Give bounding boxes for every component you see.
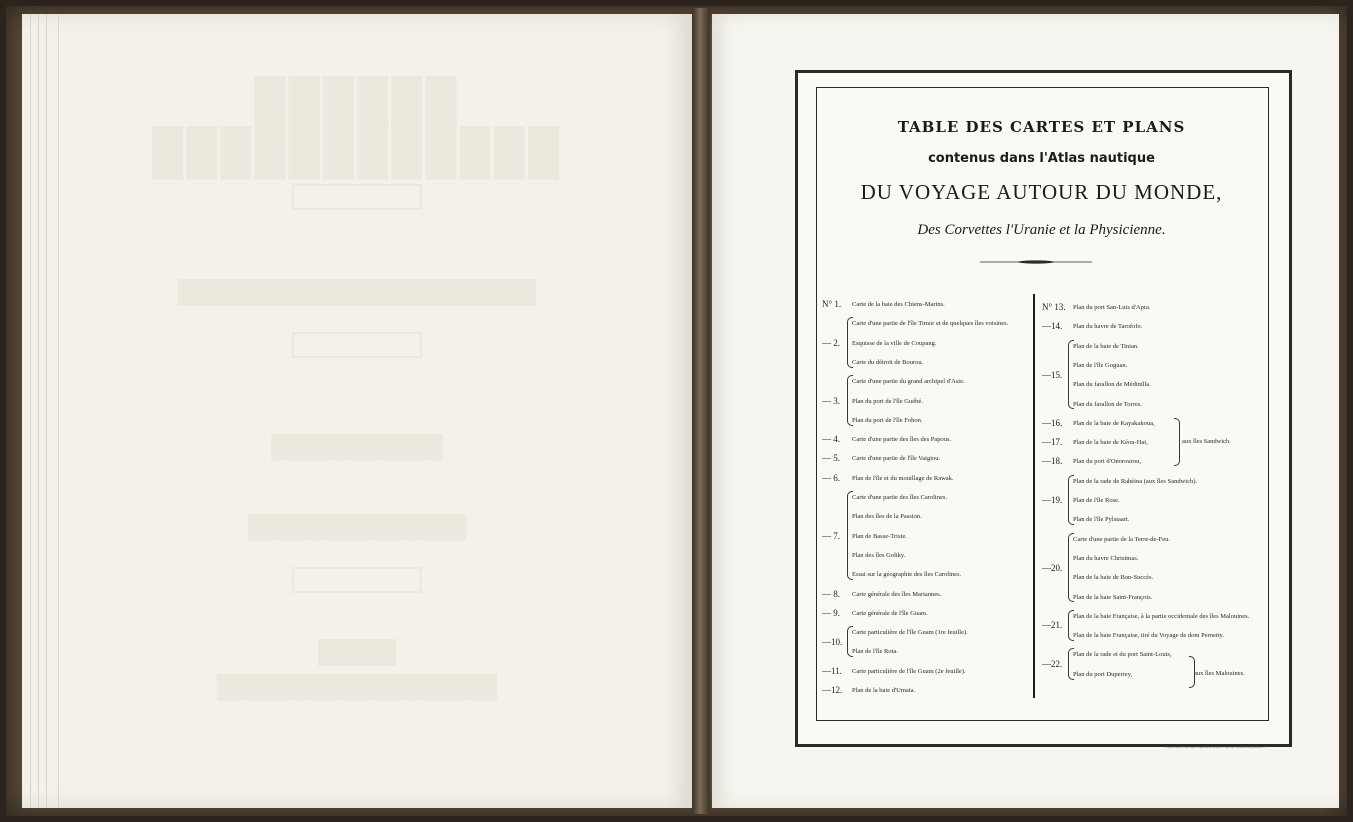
toc-entry: Plan du farallon de Médinilla. — [1073, 381, 1151, 389]
entry-number: — 9. — [822, 607, 840, 618]
bleed-through-text: ██████████████ — [247, 514, 467, 539]
toc-entry: Plan de la baie Saint-François. — [1073, 593, 1153, 601]
bleed-through-text: █████ — [318, 639, 396, 664]
entry-number: —19. — [1042, 495, 1063, 505]
entry-number: —20. — [1042, 562, 1063, 573]
toc-entry: Carte générale de l'île Guam. — [852, 609, 928, 617]
plate-title: TABLE DES CARTES ET PLANS — [897, 118, 1186, 136]
entry-number: —18. — [1042, 456, 1063, 467]
toc-entry: Plan de la rade et du port Saint-Louis, — [1073, 651, 1172, 659]
toc-entry: Carte particulière de l'île Guam (2e feuille). — [852, 667, 966, 675]
bleed-through-text: ██████████████████ — [216, 674, 498, 699]
plate-subtitle: contenus dans l'Atlas nautique — [928, 151, 1155, 166]
column-divider — [1033, 294, 1035, 698]
toc-entry: Plan du port San-Luis d'Apra. — [1073, 304, 1151, 311]
toc-entry: Plan de la baie de Kayakakoua, — [1073, 419, 1155, 427]
toc-entry: Plan de l'île Rose. — [1073, 497, 1120, 504]
entry-number: —10. — [822, 636, 843, 647]
malouines-note: aux îles Malouines. — [1194, 670, 1245, 677]
bleed-through-box — [292, 332, 422, 358]
sandwich-note: aux îles Sandwich. — [1182, 438, 1231, 445]
entry-number: N° 1. — [822, 299, 842, 309]
toc-entry: Plan de la baie d'Umata. — [852, 687, 916, 694]
toc-entry: Plan du havre Christmas. — [1073, 554, 1139, 562]
entry-number: —22. — [1042, 659, 1063, 670]
toc-entry: Plan du port de l'île Guébé. — [852, 397, 923, 405]
entry-number: —11. — [822, 665, 842, 676]
entry-number: — 5. — [822, 453, 840, 464]
toc-entry: Plan des îles de la Passion. — [852, 513, 922, 521]
toc-entry: Plan de la baie de Kéou-Hai, — [1073, 439, 1148, 447]
toc-entry: Carte d'une partie du grand archipel d'Asie. — [852, 378, 965, 386]
toc-entry: Plan de Basse-Triste. — [852, 532, 907, 540]
entry-number: — 3. — [822, 395, 840, 406]
toc-entry: Plan de l'île et du mouillage de Rawak. — [852, 474, 954, 482]
entry-number: — 4. — [822, 434, 840, 445]
entry-number: —14. — [1042, 321, 1063, 332]
toc-entry: Carte d'une partie des îles Carolines. — [852, 494, 948, 501]
toc-entry: Esquisse de la ville de Coupang. — [852, 339, 937, 347]
bleed-through-text: ████████████ — [151, 127, 563, 176]
toc-entry: Carte générale des îles Mariannes. — [852, 590, 942, 598]
closing-brace — [1174, 418, 1180, 466]
toc-entry: Plan du port de l'île Fohon. — [852, 416, 923, 424]
bleed-through-box — [292, 567, 422, 593]
ornament-rule — [980, 259, 1092, 265]
toc-entry: Plan du port Duperrey, — [1073, 670, 1133, 678]
entry-number: —16. — [1042, 417, 1063, 428]
bleed-through-text: ██████ — [254, 77, 460, 126]
toc-entry: Plan de la baie de Tinian. — [1073, 342, 1139, 350]
toc-entry: Plan des îles Goliky. — [852, 551, 906, 559]
toc-entry: Carte d'une partie de la Terre-de-Feu. — [1073, 535, 1170, 543]
toc-entry: Carte d'une partie de l'île Timor et de quelques îles voisines. — [852, 320, 1009, 328]
entry-number: N° 13. — [1042, 302, 1066, 312]
toc-entry: Carte du détroit de Bourou. — [852, 358, 924, 366]
corvettes-line: Des Corvettes l'Uranie et la Physicienne. — [917, 222, 1166, 238]
printer-imprint: Paris, chez Pillet aîné, imprimeur-libraire, rue des Grands-Augustins, n° 7. — [1165, 745, 1270, 749]
toc-entry: Plan de l'île Pylstaart. — [1073, 516, 1130, 524]
left-page — [22, 14, 692, 808]
entry-number: —17. — [1042, 437, 1063, 448]
closing-brace — [1189, 656, 1195, 688]
entry-number: — 8. — [822, 588, 840, 599]
entry-number: — 7. — [822, 530, 840, 541]
toc-entry: Carte d'une partie de l'île Vaigiou. — [852, 455, 941, 463]
toc-entry: Carte d'une partie des îles des Papous. — [852, 436, 952, 444]
bleed-through-text: ███████████████████████ — [177, 279, 537, 304]
entry-number: — 6. — [822, 472, 840, 483]
bleed-through-box — [292, 184, 422, 210]
toc-entry: Plan du farallon de Torres. — [1073, 400, 1142, 408]
toc-entry: Plan de la baie Française, à la partie occidentale des îles Malouines. — [1073, 612, 1250, 620]
toc-entry: Plan de la baie Française, tiré du Voyage de dom Pernetty. — [1073, 632, 1224, 640]
toc-entry: Carte particulière de l'île Guam (1re feuille). — [852, 629, 968, 637]
entry-number: —12. — [822, 685, 843, 695]
toc-entry: Plan de la baie de Bon-Succès. — [1073, 574, 1154, 582]
bleed-through-text: ███████████ — [271, 434, 443, 459]
entry-number: — 2. — [822, 337, 840, 348]
entry-number: —21. — [1042, 620, 1063, 631]
toc-entry: Plan de la rade de Rahéina (aux îles Sandwich). — [1073, 477, 1197, 485]
entry-number: —15. — [1042, 369, 1063, 380]
toc-entry: Essai sur la géographie des îles Carolines. — [852, 571, 962, 579]
toc-entry: Plan du port d'Onorourou, — [1073, 458, 1141, 466]
book-spine — [692, 8, 710, 814]
toc-entry: Plan du havre de Tarofofo. — [1073, 323, 1143, 331]
toc-entry: Plan de l'île Rota. — [852, 648, 898, 656]
voyage-title: DU VOYAGE AUTOUR DU MONDE, — [860, 180, 1223, 204]
toc-entry: Carte de la baie des Chiens-Marins. — [852, 301, 945, 308]
toc-entry: Plan de l'île Goguan. — [1073, 361, 1128, 369]
